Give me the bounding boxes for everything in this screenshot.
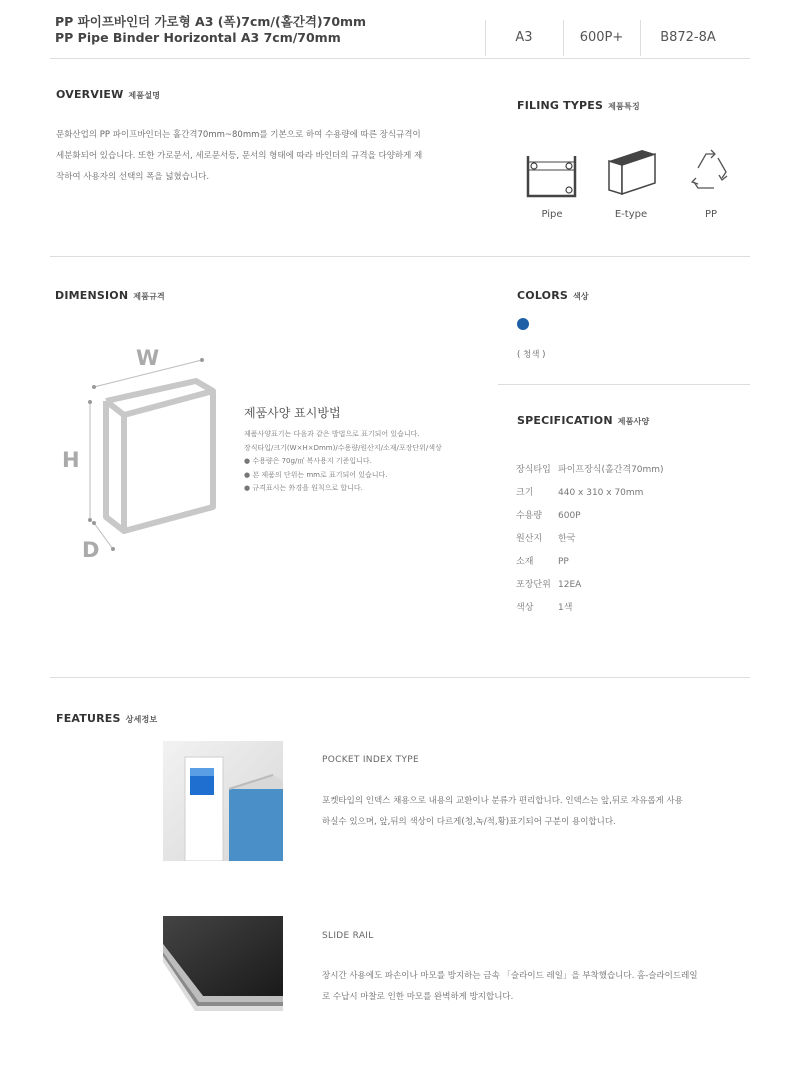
features-subtitle: 상세정보 <box>125 715 158 724</box>
header-rule <box>50 58 750 59</box>
spec-value: 1색 <box>558 603 573 613</box>
overview-text <box>56 125 476 188</box>
spec-row <box>516 508 746 531</box>
specification-subtitle: 제품사양 <box>617 417 650 426</box>
filing-type-label-etype: E-type <box>614 209 648 220</box>
spec-key: 크기 <box>516 488 534 498</box>
header-size-cell: A3 <box>515 30 533 45</box>
section-divider <box>498 384 750 385</box>
spec-value: 12EA <box>558 580 582 590</box>
filing-type-label-pp: PP <box>704 209 718 220</box>
color-swatch-blue <box>517 318 529 330</box>
colors-title: COLORS <box>517 289 568 302</box>
spec-note-line: ● 본 제품의 단위는 mm로 표기되어 있습니다. <box>244 470 388 479</box>
product-title-en: PP Pipe Binder Horizontal A3 7cm/70mm <box>55 30 341 45</box>
spec-value: 600P <box>558 511 581 521</box>
feature-line: 하실수 있으며, 앞,뒤의 색상이 다르게(청,녹/적,황)표기되어 구분이 용이합니다. <box>322 817 616 827</box>
recycle-icon <box>684 146 736 194</box>
spec-key: 색상 <box>516 603 534 613</box>
product-title-ko: PP 파이프바인더 가로형 A3 (폭)7cm/(홀간격)70mm <box>55 14 367 29</box>
header-capacity-cell: 600P+ <box>579 30 624 45</box>
spec-value: 440 x 310 x 70mm <box>558 488 644 498</box>
feature-pocket-index-text <box>322 791 742 833</box>
product-title <box>55 14 366 46</box>
spec-value: PP <box>558 557 569 567</box>
specification-title: SPECIFICATION <box>517 414 613 427</box>
filing-type-label-pipe: Pipe <box>541 209 563 220</box>
features-heading <box>56 712 157 725</box>
spec-row <box>516 531 746 554</box>
features-title: FEATURES <box>56 712 121 725</box>
filing-types-title: FILING TYPES <box>517 99 604 112</box>
overview-line: 세분화되어 있습니다. 또한 가로문서, 세로문서등, 문서의 형태에 따라 바인더의 규격을 다양하게 제 <box>56 151 423 161</box>
spec-key: 장식타입 <box>516 465 551 475</box>
spec-key: 소재 <box>516 557 534 567</box>
overview-title: OVERVIEW <box>56 88 124 101</box>
spec-value: 한국 <box>558 534 576 544</box>
feature-slide-rail-text <box>322 966 742 1008</box>
feature-pocket-index-title: POCKET INDEX TYPE <box>322 755 419 765</box>
section-divider <box>50 677 750 678</box>
overview-subtitle: 제품설명 <box>128 91 161 100</box>
dimension-heading <box>55 289 165 302</box>
spec-row <box>516 577 746 600</box>
dimension-subtitle: 제품규격 <box>133 292 165 301</box>
slide-rail-photo <box>163 916 283 1011</box>
pocket-index-photo <box>163 741 283 861</box>
spec-row <box>516 554 746 577</box>
feature-line: 장시간 사용에도 파손이나 마모를 방지하는 금속 「슬라이드 레일」을 부착했습니다. 홈-슬라이드레일 <box>322 971 698 981</box>
feature-line: 로 수납시 마찰로 인한 마모를 완벽하게 방지합니다. <box>322 992 514 1002</box>
specification-heading <box>517 414 649 427</box>
spec-value: 파이프장식(홀간격70mm) <box>558 465 664 475</box>
spec-note-line: 장식타입/크기(W×H×Dmm)/수용량/원산지/소재/포장단위/색상 <box>244 443 442 452</box>
feature-slide-rail-title: SLIDE RAIL <box>322 931 374 941</box>
e-type-icon <box>606 148 658 196</box>
spec-key: 수용량 <box>516 511 543 521</box>
spec-key: 원산지 <box>516 534 543 544</box>
spec-row <box>516 462 746 485</box>
spec-note-line: ● 규격표시는 外경을 원칙으로 합니다. <box>244 484 363 492</box>
pipe-binding-icon <box>525 152 579 198</box>
dimension-d-label: D <box>82 538 100 562</box>
overview-line: 작하여 사용자의 선택의 폭을 넓혔습니다. <box>56 172 210 182</box>
colors-subtitle: 색상 <box>573 292 589 301</box>
dimension-w-label: W <box>136 346 160 370</box>
spec-row <box>516 485 746 508</box>
overview-line: 문화산업의 PP 파이프바인더는 홀간격70mm~80mm를 기본으로 하여 수용량에 따른 장식규격이 <box>56 130 421 140</box>
spec-key: 포장단위 <box>516 580 551 590</box>
dimension-title: DIMENSION <box>55 289 129 302</box>
overview-heading <box>56 88 160 101</box>
dimension-h-label: H <box>62 448 80 472</box>
filing-types-subtitle: 제품특징 <box>608 102 640 111</box>
colors-heading <box>517 289 589 302</box>
spec-note-line: 제품사양표기는 다음과 같은 방법으로 표기되어 있습니다. <box>244 430 420 438</box>
header-code-cell: B872-8A <box>660 30 716 45</box>
spec-table <box>516 462 746 623</box>
filing-types-heading <box>517 99 640 112</box>
feature-line: 포켓타입의 인덱스 채용으로 내용의 교환이나 분류가 편리합니다. 인덱스는 앞,뒤로 자유롭게 사용 <box>322 796 683 806</box>
spec-method-title: 제품사양 표시방법 <box>244 406 341 420</box>
binder-dimension-diagram <box>58 345 228 560</box>
spec-method-notes <box>244 428 494 496</box>
spec-row <box>516 600 746 623</box>
spec-note-line: ● 수용량은 70g/㎡ 복사용지 기준입니다. <box>244 457 372 465</box>
section-divider <box>50 256 750 257</box>
color-name: ( 청색 ) <box>517 350 546 360</box>
